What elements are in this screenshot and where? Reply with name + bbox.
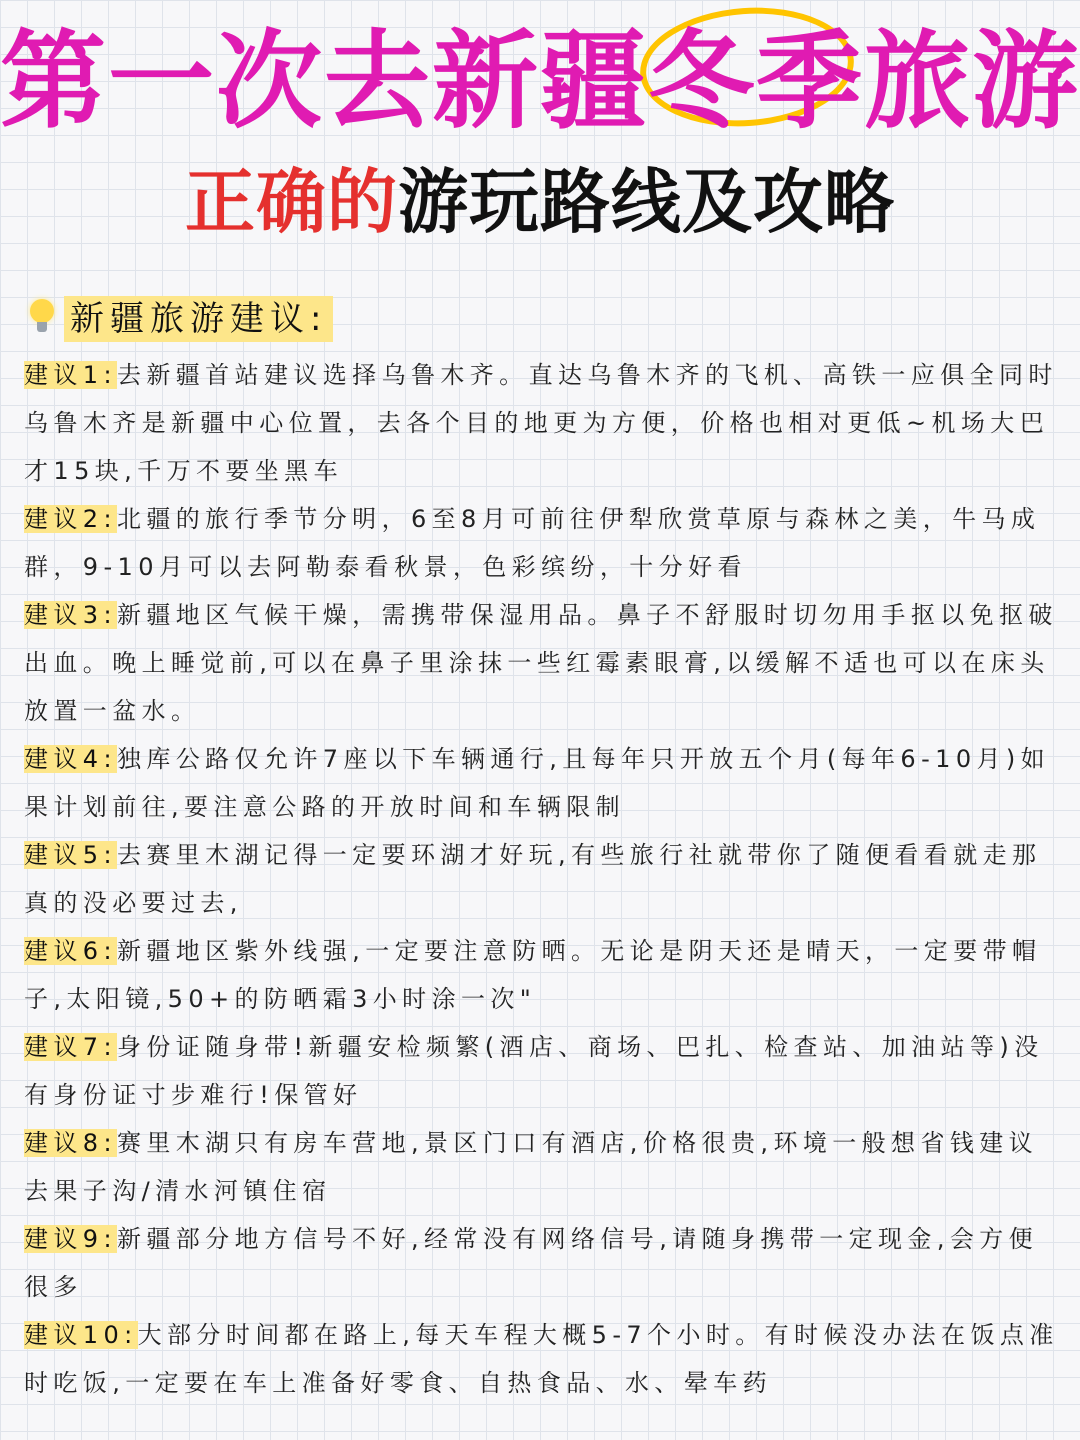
subtitle-black-part: 游玩路线及攻略 [398,161,895,243]
section-title: 新疆旅游建议: [64,296,333,342]
tip-text: 独库公路仅允许7座以下车辆通行,且每年只开放五个月(每年6-10月)如果计划前往,要注意公路的开放时间和车辆限制 [24,745,1051,821]
page-title [0,22,1080,142]
tip-text: 北疆的旅行季节分明，6至8月可前往伊犁欣赏草原与森林之美，牛马成群，9-10月可以去阿勒泰看秋景，色彩缤纷，十分好看 [24,505,1041,581]
title-part-1: 第一次去新疆 [0,20,648,143]
section-header [30,296,333,342]
tip-text: 新疆部分地方信号不好,经常没有网络信号,请随身携带一定现金,会方便很多 [24,1225,1039,1301]
tip-label: 建议8: [24,1129,117,1157]
tip-item [24,735,1064,831]
tip-label: 建议10: [24,1321,138,1349]
tip-text: 新疆地区气候干燥，需携带保湿用品。鼻子不舒服时切勿用手抠以免抠破出血。晚上睡觉前,可以在鼻子里涂抹一些红霉素眼膏,以缓解不适也可以在床头放置一盆水。 [24,601,1058,725]
tips-list [24,351,1064,1407]
tip-item [24,1311,1064,1407]
tip-text: 身份证随身带!新疆安检频繁(酒店、商场、巴扎、检查站、加油站等)没有身份证寸步难行!保管好 [24,1033,1044,1109]
tip-label: 建议3: [24,601,117,629]
subtitle-red-part: 正确的 [185,161,398,243]
title-part-2: 旅游 [864,20,1080,143]
tip-label: 建议4: [24,745,117,773]
tip-text: 大部分时间都在路上,每天车程大概5-7个小时。有时候没办法在饭点准时吃饭,一定要在车上准备好零食、自热食品、水、晕车药 [24,1321,1059,1397]
page-subtitle [0,160,1080,244]
tip-label: 建议9: [24,1225,117,1253]
tip-label: 建议2: [24,505,117,533]
tip-item [24,351,1064,495]
title-highlight-word: 冬季 [648,20,864,143]
tip-text: 新疆地区紫外线强,一定要注意防晒。无论是阴天还是晴天，一定要带帽子,太阳镜,50+的防晒霜3小时涂一次" [24,937,1042,1013]
tip-item [24,831,1064,927]
tip-label: 建议1: [24,361,117,389]
tip-text: 去新疆首站建议选择乌鲁木齐。直达乌鲁木齐的飞机、高铁一应俱全同时乌鲁木齐是新疆中心位置，去各个目的地更为方便，价格也相对更低~机场大巴才15块,千万不要坐黑车 [24,361,1058,485]
tip-item [24,591,1064,735]
tip-text: 去赛里木湖记得一定要环湖才好玩,有些旅行社就带你了随便看看就走那真的没必要过去, [24,841,1042,917]
tip-label: 建议5: [24,841,117,869]
tip-item [24,1215,1064,1311]
tip-label: 建议7: [24,1033,117,1061]
tip-item [24,495,1064,591]
lightbulb-icon [30,299,54,339]
tip-label: 建议6: [24,937,117,965]
tip-item [24,1023,1064,1119]
tip-text: 赛里木湖只有房车营地,景区门口有酒店,价格很贵,环境一般想省钱建议去果子沟/清水河镇住宿 [24,1129,1039,1205]
tip-item [24,1119,1064,1215]
tip-item [24,927,1064,1023]
